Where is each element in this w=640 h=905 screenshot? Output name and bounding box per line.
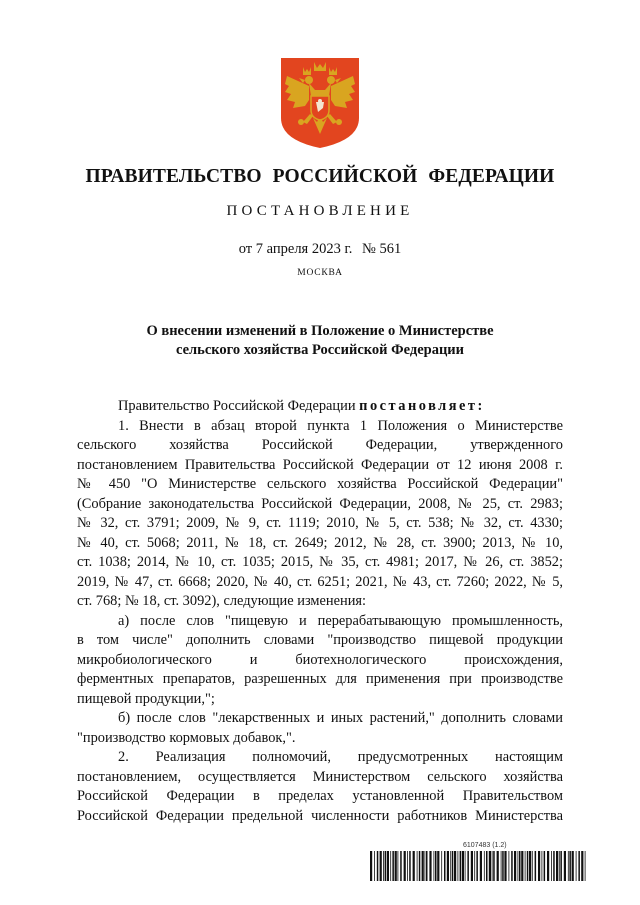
paragraph-line: постановлением Правительства Российской Федерации от 12 июня 2008 г. bbox=[77, 456, 563, 473]
coat-of-arms-emblem bbox=[279, 56, 361, 150]
paragraph-line: ст. 1038; 2014, № 10, ст. 1035; 2015, № 35, ст. 4981; 2017, № 26, ст. 3852; bbox=[77, 554, 563, 570]
paragraph-line: № 450 "О Министерстве сельского хозяйства Российской Федерации" bbox=[77, 476, 563, 492]
document-title-line: сельского хозяйства Российской Федерации bbox=[175, 342, 465, 358]
paragraph-line: сельского хозяйства Российской Федерации, утвержденного bbox=[77, 437, 563, 453]
document-body bbox=[77, 397, 563, 826]
paragraph-line: № 32, ст. 3791; 2009, № 9, ст. 1119; 2010, № 5, ст. 538; № 32, ст. 4330; bbox=[77, 515, 563, 531]
paragraph-line: постановлением, осуществляется Министерством сельского хозяйства bbox=[77, 768, 563, 785]
paragraph-line: пищевой продукции,"; bbox=[77, 690, 215, 707]
document-title-line: О внесении изменений в Положение о Министерстве bbox=[146, 323, 494, 339]
barcode bbox=[370, 851, 588, 881]
document-city: МОСКВА bbox=[297, 268, 343, 278]
paragraph-1 bbox=[77, 417, 563, 612]
paragraph-line: (Собрание законодательства Российской Федерации, 2008, № 25, ст. 2983; bbox=[77, 495, 563, 512]
document-type: ПОСТАНОВЛЕНИЕ bbox=[226, 203, 414, 219]
paragraph-line: б) после слов "лекарственных и иных растений," дополнить словами bbox=[118, 710, 563, 726]
paragraph-line: "производство кормовых добавок,". bbox=[77, 729, 296, 746]
document-date-line bbox=[0, 241, 640, 258]
document-title bbox=[0, 322, 640, 360]
paragraph-2 bbox=[77, 748, 563, 826]
government-title: ПРАВИТЕЛЬСТВО РОССИЙСКОЙ ФЕДЕРАЦИИ bbox=[85, 166, 555, 187]
paragraph-line: микробиологического и биотехнологического происхождения, bbox=[77, 651, 563, 668]
preamble bbox=[77, 397, 563, 417]
preamble-decree-word: постановляет: bbox=[359, 398, 485, 414]
subparagraph-a bbox=[77, 612, 563, 710]
paragraph-line: а) после слов "пищевую и перерабатывающую промышленность, bbox=[118, 612, 563, 629]
document-date: от 7 апреля 2023 г. bbox=[238, 241, 353, 257]
paragraph-line: ст. 768; № 18, ст. 3092), следующие изменения: bbox=[77, 593, 367, 609]
paragraph-line: 2019, № 47, ст. 6668; 2020, № 40, ст. 6251; 2021, № 43, ст. 7260; 2022, № 5, bbox=[77, 573, 563, 590]
document-number: № 561 bbox=[362, 241, 402, 257]
barcode-number: 6107483 (1.2) bbox=[463, 842, 507, 849]
paragraph-line: 1. Внести в абзац второй пункта 1 Положения о Министерстве bbox=[118, 417, 563, 434]
paragraph-line: ферментных препаратов, разрешенных для применения при производстве bbox=[77, 671, 563, 687]
paragraph-line: Российской Федерации предельной численности работников Министерства bbox=[77, 807, 563, 824]
paragraph-line: Российской Федерации в пределах установленной Правительством bbox=[77, 788, 563, 804]
subparagraph-b bbox=[77, 709, 563, 748]
preamble-text: Правительство Российской Федерации bbox=[118, 398, 356, 414]
paragraph-line: в том числе" дополнить словами "производство пищевой продукции bbox=[77, 632, 563, 648]
paragraph-line: № 40, ст. 5068; 2011, № 18, ст. 2649; 2012, № 28, ст. 3900; 2013, № 10, bbox=[77, 534, 563, 551]
paragraph-line: 2. Реализация полномочий, предусмотренных настоящим bbox=[118, 749, 563, 765]
